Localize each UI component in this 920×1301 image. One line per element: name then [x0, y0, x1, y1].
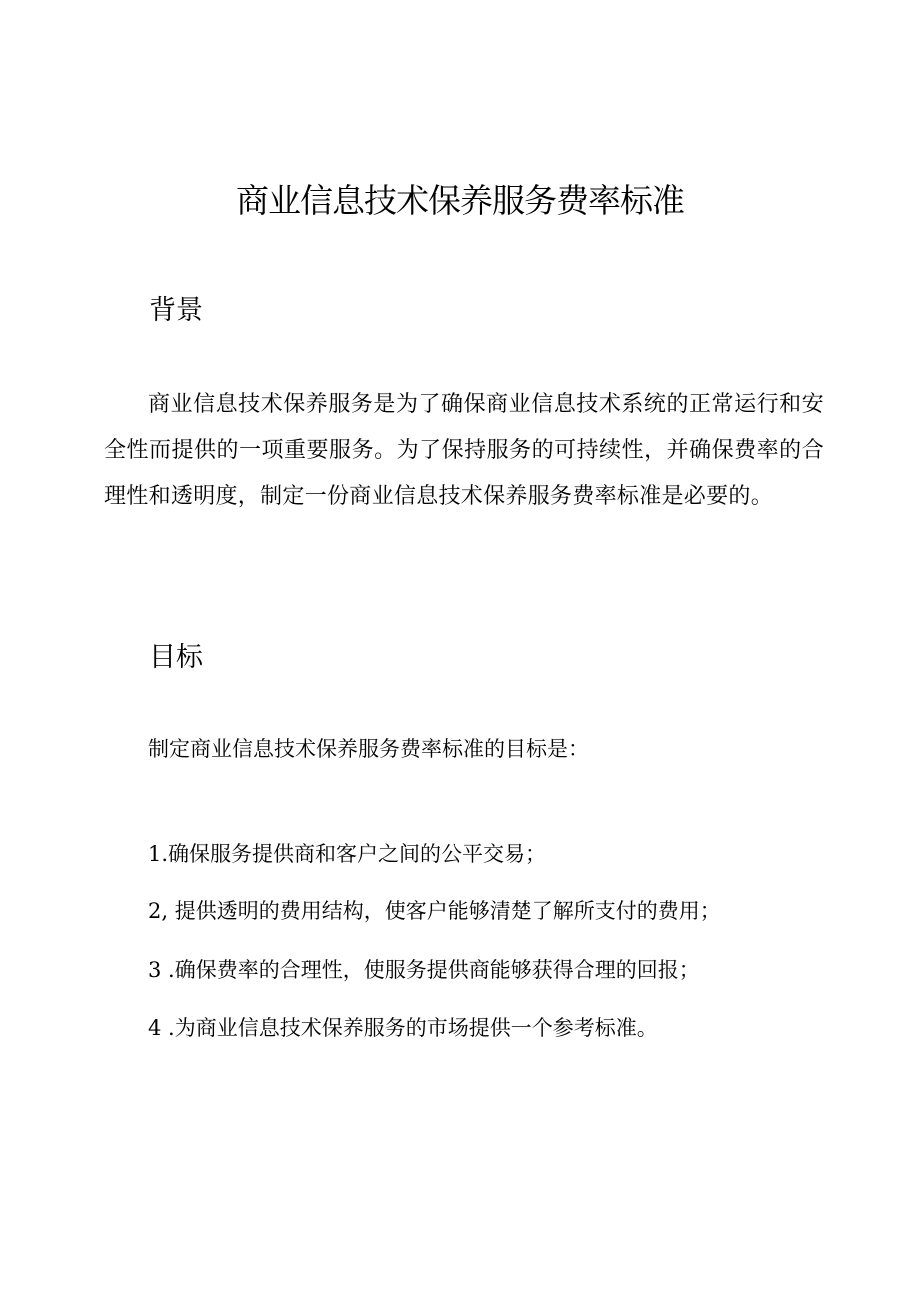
background-paragraph: 商业信息技术保养服务是为了确保商业信息技术系统的正常运行和安全性而提供的一项重要服务。为了保持服务的可持续性，并确保费率的合理性和透明度，制定一份商业信息技术保养服务费率标准是必要的。 [104, 392, 824, 509]
goals-intro: 制定商业信息技术保养服务费率标准的目标是： [148, 737, 589, 761]
goal-list-item: 4 .为商业信息技术保养服务的市场提供一个参考标准。 [148, 1016, 658, 1040]
goal-list-item: 2, 提供透明的费用结构，使客户能够清楚了解所支付的费用； [148, 899, 721, 923]
background-heading: 背景 [149, 295, 203, 326]
goal-list-item: 1.确保服务提供商和客户之间的公平交易； [148, 842, 547, 866]
goal-list-item: 3 .确保费率的合理性，使服务提供商能够获得合理的回报； [148, 958, 700, 982]
document-title: 商业信息技术保养服务费率标准 [236, 181, 684, 220]
goals-heading: 目标 [149, 642, 203, 673]
